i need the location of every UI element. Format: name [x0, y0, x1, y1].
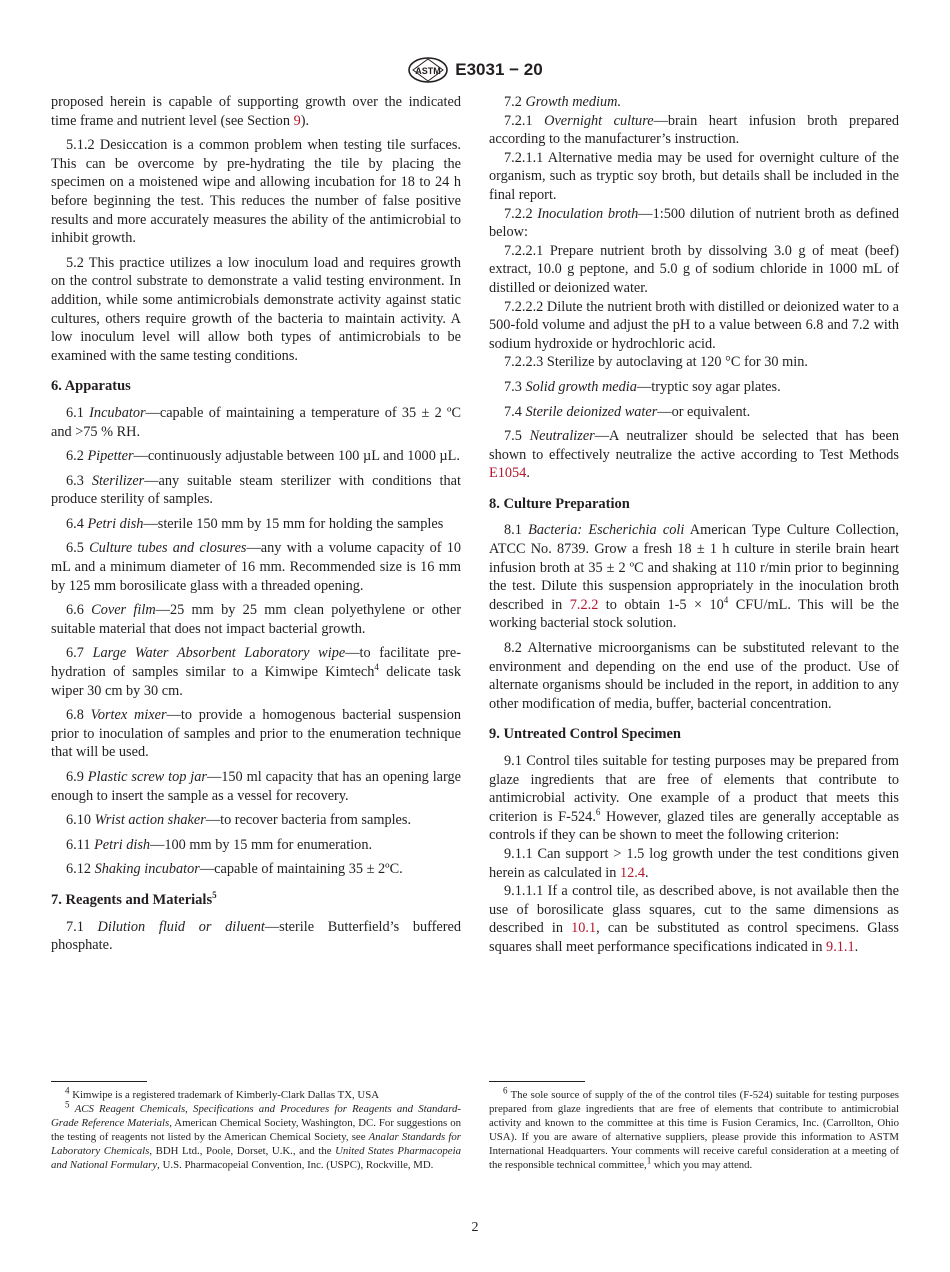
paragraph-6-5: 6.5 Culture tubes and closures—any with a volume capacity of 10 mL and a minimum diameter of 16 mm. Recommended size is 16 mm by 125 mm borosilicate glass with a threaded opening.	[51, 540, 461, 594]
document-id: E3031 − 20	[455, 60, 543, 79]
paragraph-7-2-2: 7.2.2 Inoculation broth—1:500 dilution of nutrient broth as defined below:	[489, 205, 899, 241]
paragraph-6-4: 6.4 Petri dish—sterile 150 mm by 15 mm for holding the samples	[66, 515, 444, 532]
paragraph-6-8: 6.8 Vortex mixer—to provide a homogenous bacterial suspension prior to inoculation of samples and prior to the enumeration technique that will be used.	[51, 707, 461, 761]
paragraph-6-12: 6.12 Shaking incubator—capable of maintaining 35 ± 2ºC.	[66, 861, 403, 878]
footnote-divider	[51, 1081, 147, 1082]
astm-logo-icon	[407, 56, 449, 84]
section-link[interactable]: 7.2.2	[569, 596, 599, 613]
paragraph-6-3: 6.3 Sterilizer—any suitable steam sterilizer with conditions that produce sterility of samples.	[51, 472, 461, 508]
paragraph-7-2-2-3: 7.2.2.3 Sterilize by autoclaving at 120 °C for 30 min.	[504, 354, 808, 371]
section-heading-8: 8. Culture Preparation	[489, 495, 630, 512]
paragraph-8-1: 8.1 Bacteria: Escherichia coli American Type Culture Collection, ATCC No. 8739. Grow a fresh 18 ± 1 h culture in sterile brain heart infusion broth at 35 ± 2 ºC and shaking at 110 r/min prior to beginning the test. Dilute this suspension appropriately in the inoculation broth described in 7.2.2 to obtain $1-5 \times 10^4$ CFU/mL. This will be the working bacterial stock solution.	[489, 522, 899, 632]
paragraph-continued: proposed herein is capable of supporting growth over the indicated time frame and nutrient level (see Section 9).	[51, 94, 461, 129]
paragraph-9-1-1-1: 9.1.1.1 If a control tile, as described above, is not available then the use of borosilicate glass squares, cut to the same dimensions as described in 10.1, can be substituted as control specimens. Glass squares shall meet performance specifications indicated in 9.1.1.	[489, 883, 899, 955]
paragraph-7-2-2-2: 7.2.2.2 Dilute the nutrient broth with distilled or deionized water to a 500-fold volume and adjust the pH to a value between 6.8 and 7.2 with sodium hydroxide or hydrochloric acid.	[489, 298, 899, 352]
footnotes-left	[51, 1075, 461, 1172]
paragraph-7-2-1-1: 7.2.1.1 Alternative media may be used for overnight culture of the organism, such as tryptic soy broth, but details shall be included in the final report.	[489, 149, 899, 203]
paragraph-7-2-2-1: 7.2.2.1 Prepare nutrient broth by dissolving 3.0 g of meat (beef) extract, 10.0 g peptone, and 5.0 g of sodium chloride in 1000 mL of distilled or deionized water.	[489, 242, 899, 296]
page-number: 2	[471, 1220, 479, 1235]
paragraph-7-3: 7.3 Solid growth media—tryptic soy agar plates.	[504, 378, 781, 395]
footnotes-right	[489, 1075, 899, 1172]
section-link[interactable]: 10.1	[571, 920, 597, 937]
right-column	[489, 93, 899, 963]
paragraph-7-5: 7.5 Neutralizer—A neutralizer should be selected that has been shown to effectively neutralize the active according to Test Methods E1054.	[489, 428, 899, 482]
footnote-divider	[489, 1081, 585, 1082]
paragraph-7-2: 7.2 Growth medium.	[504, 94, 622, 110]
footnote-marker: 4	[374, 662, 379, 673]
paragraph-6-10: 6.10 Wrist action shaker—to recover bacteria from samples.	[66, 812, 412, 829]
standard-link[interactable]: E1054	[489, 465, 527, 482]
paragraph-7-4: 7.4 Sterile deionized water—or equivalent.	[504, 403, 751, 420]
paragraph-6-9: 6.9 Plastic screw top jar—150 ml capacity that has an opening large enough to insert the sample as a vessel for recovery.	[51, 769, 462, 804]
footnote-4: $^4$ Kimwipe is a registered trademark of Kimberly-Clark Dallas TX, USA	[65, 1085, 380, 1101]
logo-text: ASTM	[415, 66, 442, 76]
section-link[interactable]: 9.1.1	[826, 938, 855, 955]
paragraph-5-2: 5.2 This practice utilizes a low inoculum load and requires growth on the control substrate to demonstrate a valid testing environment. In addition, while some antimicrobials demonstrate activity against static cultures, others require growth of the bacteria to maintain activity. A low inoculum level will allow both types of antimicrobials to be examined with the same testing conditions.	[51, 254, 461, 364]
footnote-5: $^5$ ACS Reagent Chemicals, Specifications and Procedures for Reagents and Standard-Grade Reference Materials, American Chemical Society, Washington, DC. For suggestions on the testing of reagents not listed by the American Chemical Society, see Analar Standards for Laboratory Chemicals, BDH Ltd., Poole, Dorset, U.K., and the United States Pharmacopeia and National Formulary, U.S. Pharmacopeial Convention, Inc. (USPC), Rockville, MD.	[51, 1099, 462, 1171]
paragraph-7-2-1: 7.2.1 Overnight culture—brain heart infusion broth prepared according to the manufacturer’s instruction.	[489, 112, 899, 148]
paragraph-9-1: 9.1 Control tiles suitable for testing purposes may be prepared from glaze ingredients that are free of elements that contribute to antimicrobial activity. One example of a product that meets this criterion is F-524.$^6$ However, glazed tiles are generally acceptable as controls if they can be shown to meet the following criterion:	[489, 753, 900, 844]
footnote-marker: 5	[212, 890, 217, 901]
footnote-6: $^6$ The sole source of supply of the of the control tiles (F-524) suitable for testing purposes prepared from glaze ingredients that are free of elements that contribute to antimicrobial activity and known to the committee at this time is Fusion Ceramics, Inc. (Carrollton, Ohio USA). If you are aware of alternative suppliers, please provide this information to ASTM International Headquarters. Your comments will receive careful consideration at a meeting of the responsible technical committee,$^1$ which you may attend.	[489, 1085, 899, 1171]
paragraph-8-2: 8.2 Alternative microorganisms can be substituted relevant to the environment and depending on the end use of the product. Use of alternate organisms should be included in the report, in addition to any other modification of media, buffer, bacterial concentration.	[489, 640, 899, 712]
section-heading-7: 7. Reagents and Materials$^5$	[51, 890, 217, 908]
footnote-marker: 6	[595, 807, 601, 818]
left-column	[51, 93, 461, 961]
paragraph-5-1-2: 5.1.2 Desiccation is a common problem when testing tile surfaces. This can be overcome by pre-hydrating the tile by placing the specimen on a moistened wipe and allowing incubation for 18 to 24 h before beginning the test. This reduces the number of false positive results and more accurately measures the ability of the antimicrobial to inhibit growth.	[51, 137, 461, 247]
paragraph-9-1-1: 9.1.1 Can support > 1.5 log growth under the test conditions given herein as calculated in 12.4.	[489, 845, 899, 881]
paragraph-6-11: 6.11 Petri dish—100 mm by 15 mm for enumeration.	[66, 836, 373, 853]
paragraph-6-6: 6.6 Cover film—25 mm by 25 mm clean polyethylene or other suitable material that does not impact bacterial growth.	[51, 602, 461, 637]
section-heading-9: 9. Untreated Control Specimen	[489, 726, 681, 743]
section-link[interactable]: 12.4	[620, 864, 646, 881]
page-header	[0, 55, 950, 85]
paragraph-6-7: 6.7 Large Water Absorbent Laboratory wipe—to facilitate pre-hydration of samples similar to a Kimwipe Kimtech$^4$ delicate task wiper 30 cm by 30 cm.	[51, 645, 461, 699]
paragraph-6-1: 6.1 Incubator—capable of maintaining a temperature of 35 ± 2 ºC and >75 % RH.	[51, 404, 461, 440]
section-link[interactable]: 9	[293, 112, 301, 129]
paragraph-7-1: 7.1 Dilution fluid or diluent—sterile Butterfield’s buffered phosphate.	[51, 918, 462, 954]
section-heading-6: 6. Apparatus	[51, 378, 131, 395]
paragraph-6-2: 6.2 Pipetter—continuously adjustable between 100 µL and 1000 µL.	[66, 448, 460, 465]
